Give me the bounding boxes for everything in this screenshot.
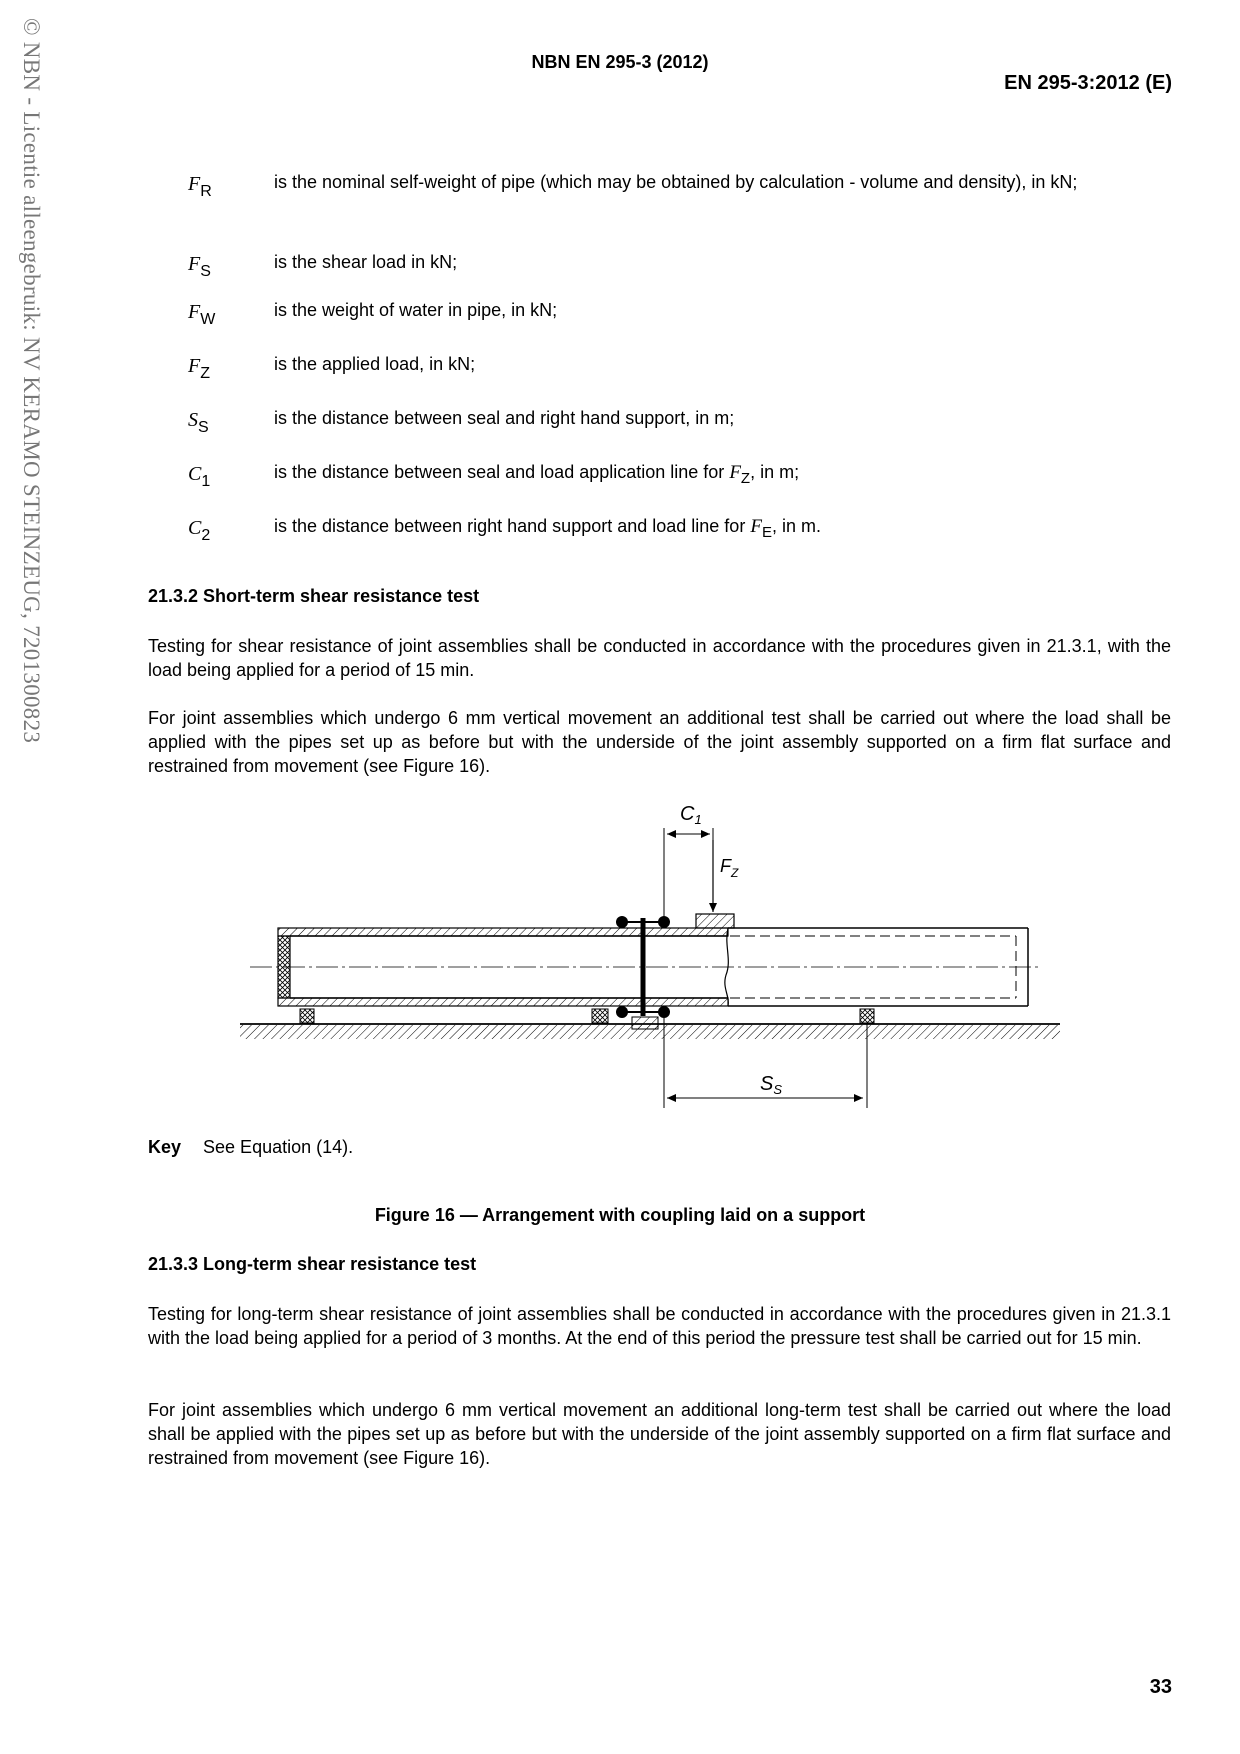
definition-symbol: $S_S$ (188, 409, 209, 436)
paragraph: For joint assemblies which undergo 6 mm vertical movement an additional test shall be carried out where the load shall be applied with the pipes set up as before but with the underside of the joint assembly supported on a firm flat surface and restrained from movement (see Figure 16). (148, 708, 1171, 776)
figure-16 (240, 790, 1060, 1125)
definition-text: is the distance between seal and load application line for $F_Z$, in m; (274, 462, 800, 487)
definition-text: is the weight of water in pipe, in kN; (274, 300, 558, 320)
definition-symbol: $F_S$ (188, 253, 211, 280)
definition-text: is the distance between seal and right hand support, in m; (274, 408, 735, 428)
definition-item (148, 404, 1171, 458)
document-header-center: NBN EN 295-3 (2012) (531, 52, 709, 72)
definition-symbol: $C_2$ (188, 517, 211, 544)
figure-16-drawing (240, 790, 1060, 1120)
paragraph: For joint assemblies which undergo 6 mm vertical movement an additional long-term test shall be carried out where the load shall be applied with the pipes set up as before but with the underside of the joint assembly supported on a firm flat surface and restrained from movement (see Figure 16). (148, 1400, 1171, 1468)
paragraph: Testing for long-term shear resistance of joint assemblies shall be conducted in accordance with the procedures given in 21.3.1 with the load being applied for a period of 3 months. At the end of this period the pressure test shall be carried out for 15 min. (148, 1304, 1171, 1348)
figure-key: Key See Equation (14). (148, 1137, 354, 1157)
definition-item (148, 350, 1171, 404)
definition-text: is the applied load, in kN; (274, 354, 476, 374)
definition-text: is the nominal self-weight of pipe (which may be obtained by calculation - volume and density), in kN; (274, 172, 1078, 192)
document-header-right: EN 295-3:2012 (E) (1004, 72, 1172, 94)
definition-text: is the distance between right hand support and load line for $F_E$, in m. (274, 516, 821, 541)
definition-symbol: $C_1$ (188, 463, 211, 490)
definition-item (148, 168, 1171, 248)
figure-caption: Figure 16 — Arrangement with coupling laid on a support (374, 1205, 866, 1225)
paragraph: Testing for shear resistance of joint assemblies shall be conducted in accordance with the procedures given in 21.3.1, with the load being applied for a period of 15 min. (148, 636, 1171, 680)
definition-symbol: $F_Z$ (188, 355, 210, 382)
definition-item (148, 296, 1171, 350)
definition-item (148, 458, 1171, 512)
label-fz: $F_Z$ (720, 856, 739, 880)
definitions-list (148, 168, 1171, 552)
definition-item (148, 512, 1171, 552)
definition-symbol: $F_R$ (188, 173, 212, 200)
section-heading-21-3-2: 21.3.2 Short-term shear resistance test (148, 586, 480, 606)
definition-item (148, 248, 1171, 296)
watermark-text: © NBN - Licentie alleengebruik: NV KERAMO STEINZEUG, 7201300823 (19, 18, 44, 744)
definition-symbol: $F_W$ (188, 301, 216, 328)
page-number: 33 (1149, 1676, 1172, 1698)
definition-text: is the shear load in kN; (274, 252, 458, 272)
label-c1: $C_1$ (680, 803, 702, 827)
section-heading-21-3-3: 21.3.3 Long-term shear resistance test (148, 1254, 477, 1274)
label-ss: $S_S$ (760, 1073, 783, 1097)
